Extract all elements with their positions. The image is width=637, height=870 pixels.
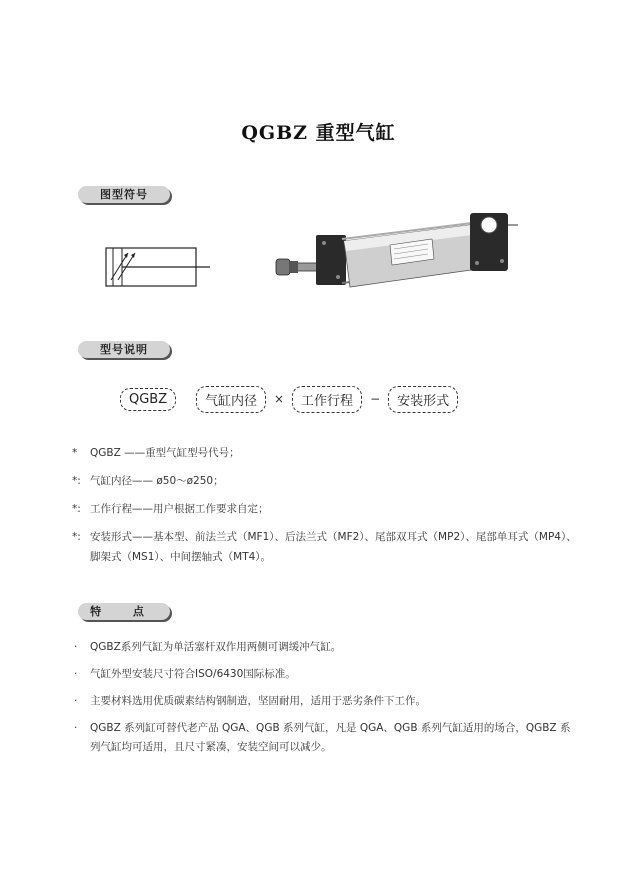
formula-operator-space bbox=[184, 392, 188, 406]
formula-part-mounting: 安装形式 bbox=[388, 386, 458, 413]
section-tag-model: 型号说明 bbox=[78, 341, 170, 358]
list-item-text: 气缸内径—— ø50～ø250； bbox=[90, 475, 224, 487]
list-item bbox=[72, 443, 577, 463]
model-code-formula bbox=[120, 384, 458, 414]
list-item-text: QGBZ 系列缸可替代老产品 QGA、QGB 系列气缸，凡是 QGA、QGB 系列气缸适用的场合，QGBZ 系列气缸均可适用，且尺寸紧凑，安装空间可以减少。 bbox=[90, 722, 571, 753]
list-bullet: · bbox=[74, 641, 78, 653]
list-bullet: *: bbox=[72, 503, 81, 515]
formula-operator-times: × bbox=[273, 392, 285, 406]
list-item bbox=[72, 471, 577, 491]
formula-part-bore: 气缸内径 bbox=[196, 386, 266, 413]
formula-part-series: QGBZ bbox=[120, 388, 176, 411]
list-item bbox=[72, 638, 577, 657]
list-item bbox=[72, 527, 577, 567]
formula-part-stroke: 工作行程 bbox=[292, 386, 362, 413]
list-item bbox=[72, 499, 577, 519]
feature-list bbox=[72, 638, 577, 765]
list-bullet: * bbox=[72, 447, 78, 459]
list-item-text: QGBZ ——重型气缸型号代号； bbox=[90, 447, 240, 459]
list-bullet: · bbox=[74, 668, 78, 680]
cylinder-product-image bbox=[272, 205, 532, 305]
page-title: QGBZ 重型气缸 bbox=[241, 122, 396, 144]
list-item-text: 工作行程——用户根据工作要求自定； bbox=[90, 503, 269, 515]
model-description-list bbox=[72, 443, 577, 575]
cylinder-symbol-diagram bbox=[100, 240, 210, 296]
list-bullet: *: bbox=[72, 531, 81, 543]
list-item bbox=[72, 719, 577, 757]
list-bullet: *: bbox=[72, 475, 81, 487]
section-tag-symbol: 图型符号 bbox=[78, 186, 170, 203]
section-tag-features: 特 点 bbox=[78, 603, 170, 620]
list-item-text: 安装形式——基本型、前法兰式（MF1）、后法兰式（MF2）、尾部双耳式（MP2）、尾部单耳式（MP4）、脚架式（MS1）、中间摆轴式（MT4）。 bbox=[90, 531, 577, 563]
formula-operator-dash: − bbox=[370, 392, 381, 406]
list-bullet: · bbox=[74, 695, 78, 707]
list-item-text: QGBZ系列气缸为单活塞杆双作用两侧可调缓冲气缸。 bbox=[90, 641, 342, 653]
list-item bbox=[72, 692, 577, 711]
list-item bbox=[72, 665, 577, 684]
list-item-text: 主要材料选用优质碳素结构钢制造，坚固耐用，适用于恶劣条件下工作。 bbox=[90, 695, 426, 707]
list-bullet: · bbox=[74, 722, 78, 734]
list-item-text: 气缸外型安装尺寸符合ISO/6430国际标准。 bbox=[90, 668, 296, 680]
